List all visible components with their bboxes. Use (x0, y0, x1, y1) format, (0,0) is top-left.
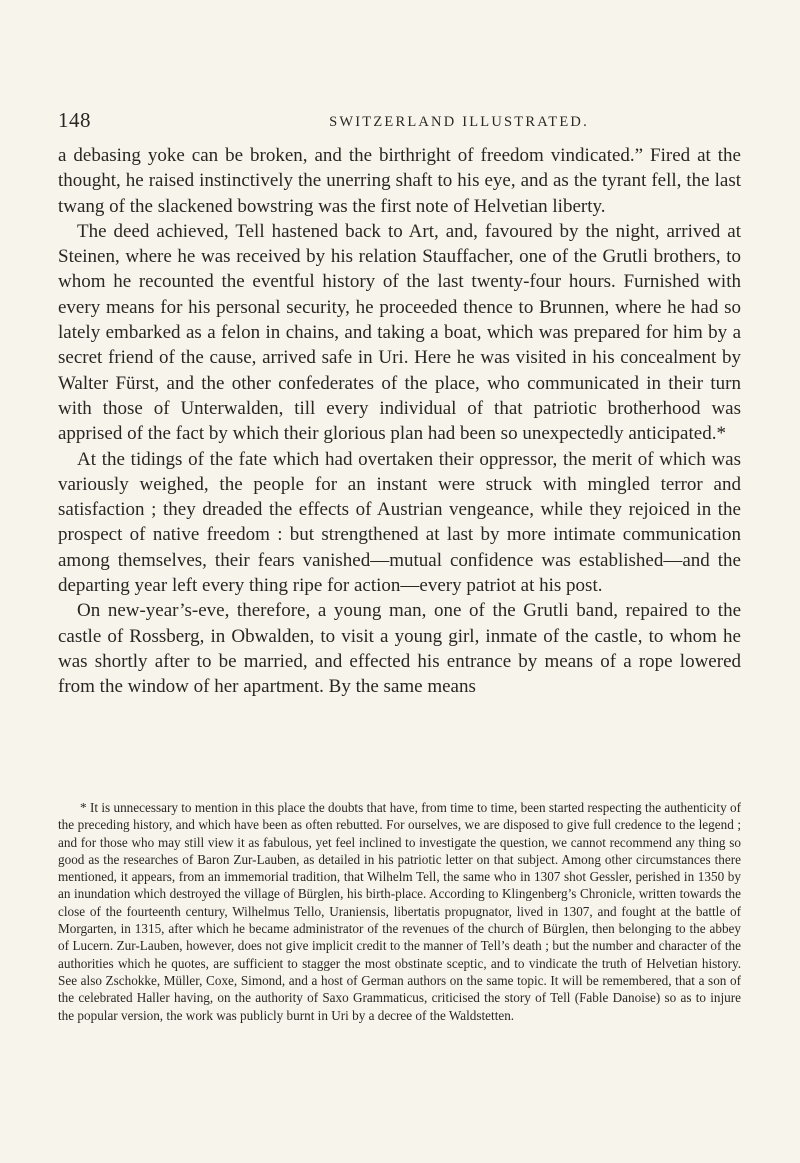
footnote (58, 799, 741, 1024)
page-number: 148 (58, 108, 91, 132)
footnote-text: * It is unnecessary to mention in this place the doubts that have, from time to time, been started respecting the authenticity of the preceding history, and which have been as often rebutted. For ourselves, we are disposed to give full credence to the legend ; and for those who may still view it as fabulous, yet feel inclined to investigate the question, we cannot recommend any thing so good as the researches of Baron Zur-Lauben, as detailed in his patriotic letter on that subject. Among other circumstances there mentioned, it appears, from an immemorial tradition, that Wilhelm Tell, the same who in 1307 shot Gessler, perished in 1350 by an inundation which destroyed the village of Bürglen, his birth-place. According to Klingenberg’s Chronicle, written towards the close of the fourteenth century, Wilhelmus Tello, Uraniensis, libertatis propugnator, lived in 1307, and fought at the battle of Morgarten, in 1315, after which he became administrator of the revenues of the church of Bürglen, then belonging to the abbey of Lucern. Zur-Lauben, however, does not give implicit credit to the manner of Tell’s death ; but the number and character of the authorities which he quotes, are sufficient to stagger the most obstinate sceptic, and to vindicate the truth of Helvetian history. See also Zschokke, Müller, Coxe, Simond, and a host of German authors on the same topic. It will be remembered, that a son of the celebrated Haller having, on the authority of Saxo Grammaticus, criticised the story of Tell (Fable Danoise) so as to injure the popular version, the work was publicly burnt in Uri by a decree of the Waldstetten. (58, 800, 741, 1023)
page-header (58, 108, 740, 136)
running-title: SWITZERLAND ILLUSTRATED. (329, 114, 589, 130)
paragraph: On new-year’s-eve, therefore, a young man, one of the Grutli band, repaired to the castle of Rossberg, in Obwalden, to visit a young girl, inmate of the castle, to whom he was shortly after to be married, and effected his entrance by means of a rope lowered from the window of her apartment. By the same means (58, 600, 741, 698)
body-text (58, 143, 741, 700)
paragraph: The deed achieved, Tell hastened back to Art, and, favoured by the night, arrived at Steinen, where he was received by his relation Stauffacher, one of the Grutli brothers, to whom he recounted the eventful history of the last twenty-four hours. Furnished with every means for his personal security, he proceeded thence to Brunnen, where he had so lately embarked as a felon in chains, and taking a boat, which was prepared for him by a secret friend of the cause, arrived safe in Uri. Here he was visited in his concealment by Walter Fürst, and the other confederates of the place, who communicated in their turn with those of Unterwalden, till every individual of that patriotic brotherhood was apprised of the fact by which their glorious plan had been so unexpectedly anticipated.* (58, 220, 741, 445)
paragraph: a debasing yoke can be broken, and the birthright of freedom vindicated.” Fired at the thought, he raised instinctively the unerring shaft to his eye, and as the tyrant fell, the last twang of the slackened bowstring was the first note of Helvetian liberty. (58, 145, 741, 217)
paragraph: At the tidings of the fate which had overtaken their oppressor, the merit of which was variously weighed, the people for an instant were struck with mingled terror and satisfaction ; they dreaded the effects of Austrian vengeance, while they rejoiced in the prospect of native freedom : but strengthened at last by more intimate communication among themselves, their fears vanished—mutual confidence was established—and the departing year left every thing ripe for action—every patriot at his post. (58, 448, 741, 597)
